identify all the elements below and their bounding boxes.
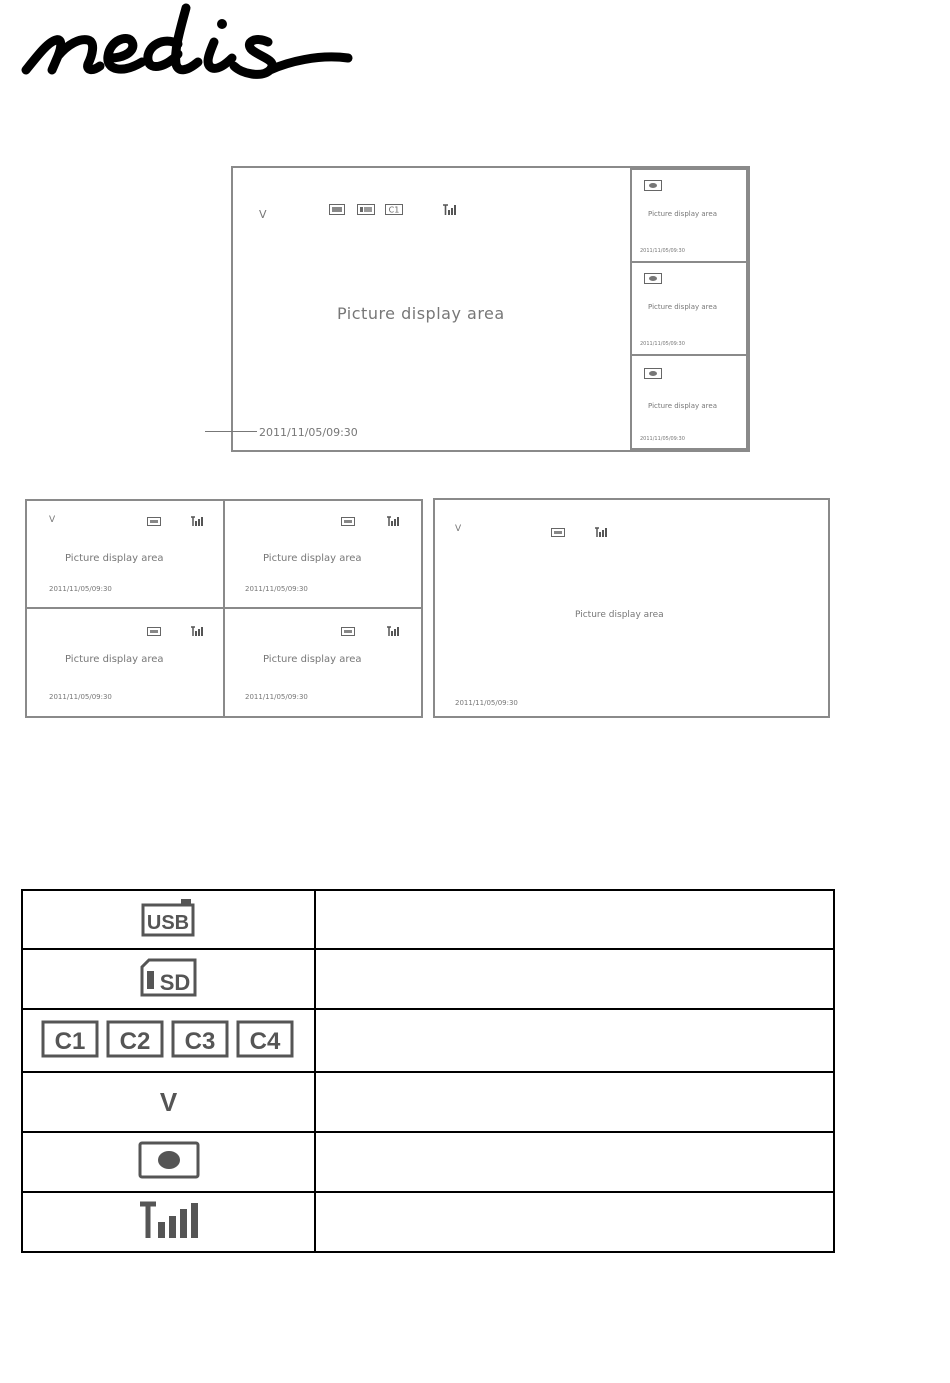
svg-text:C3: C3 (184, 1027, 216, 1055)
channel-c3-icon (171, 1019, 231, 1059)
record-icon (138, 1140, 200, 1180)
svg-text:C1: C1 (54, 1027, 86, 1055)
channel-c1-icon (385, 204, 403, 215)
usb-icon (329, 204, 345, 215)
record-icon (644, 273, 662, 284)
picture-display-area-label: Picture display area (65, 553, 164, 564)
side-pane-1 (630, 168, 748, 263)
signal-strength-icon (387, 626, 399, 636)
table-row (22, 949, 834, 1009)
table-row (22, 890, 834, 949)
channel-icon (341, 517, 355, 526)
svg-text:C1: C1 (388, 205, 400, 215)
picture-display-area-label: Picture display area (65, 654, 164, 665)
channel-icon (147, 517, 161, 526)
channel-icon (341, 627, 355, 636)
datetime-callout-line (205, 431, 257, 432)
svg-text:C2: C2 (119, 1027, 151, 1055)
quad-pane-1 (25, 499, 225, 609)
single-view-screen (433, 498, 830, 718)
icon-cell (22, 949, 315, 1009)
channel-icon (147, 627, 161, 636)
usb-icon (141, 898, 197, 938)
icon-cell (22, 1009, 315, 1072)
description-cell (315, 1192, 834, 1252)
description-cell (315, 1009, 834, 1072)
v-mark: V (49, 515, 56, 525)
signal-strength-icon (191, 626, 203, 636)
picture-display-area-label: Picture display area (648, 303, 717, 311)
side-pane-2 (630, 261, 748, 356)
datetime-stamp: 2011/11/05/09:30 (259, 426, 358, 439)
datetime-stamp: 2011/11/05/09:30 (49, 693, 112, 701)
datetime-stamp: 2011/11/05/09:30 (245, 693, 308, 701)
svg-text:USB: USB (146, 911, 189, 934)
datetime-stamp: 2011/11/05/09:30 (640, 248, 685, 254)
nedis-logo (18, 0, 353, 100)
v-mark: V (259, 208, 267, 221)
quad-pane-2 (223, 499, 423, 609)
icon-legend-table (21, 889, 835, 1253)
picture-display-area-label: Picture display area (648, 210, 717, 218)
datetime-stamp: 2011/11/05/09:30 (245, 585, 308, 593)
picture-display-area-label: Picture display area (648, 402, 717, 410)
datetime-stamp: 2011/11/05/09:30 (640, 341, 685, 347)
svg-text:SD: SD (159, 970, 190, 995)
channel-c2-icon (106, 1019, 166, 1059)
signal-strength-icon (191, 516, 203, 526)
table-row (22, 1132, 834, 1192)
icon-cell (22, 1132, 315, 1192)
side-pane-3 (630, 354, 748, 450)
datetime-stamp: 2011/11/05/09:30 (455, 699, 518, 707)
icon-cell (22, 890, 315, 949)
v-mark: V (159, 1086, 178, 1117)
channel-c1-icon (41, 1019, 101, 1059)
datetime-stamp: 2011/11/05/09:30 (640, 436, 685, 442)
record-icon (644, 368, 662, 379)
description-cell (315, 890, 834, 949)
signal-strength-icon (443, 204, 457, 215)
svg-text:C4: C4 (249, 1027, 281, 1055)
record-icon (644, 180, 662, 191)
picture-display-area-label: Picture display area (263, 553, 362, 564)
icon-cell (22, 1072, 315, 1132)
multi-view-screen-quad (25, 499, 423, 718)
description-cell (315, 949, 834, 1009)
quad-pane-3 (25, 607, 225, 718)
picture-display-area-label: Picture display area (263, 654, 362, 665)
signal-strength-icon (387, 516, 399, 526)
quad-pane-4 (223, 607, 423, 718)
channel-c4-icon (236, 1019, 296, 1059)
multi-view-screen-1plus3 (231, 166, 750, 452)
datetime-stamp: 2011/11/05/09:30 (49, 585, 112, 593)
table-row (22, 1009, 834, 1072)
channel-icon (551, 528, 565, 537)
picture-display-area-label: Picture display area (575, 610, 664, 620)
sd-card-icon (139, 957, 199, 997)
table-row (22, 1072, 834, 1132)
v-mark: V (455, 524, 462, 534)
sd-card-icon (357, 204, 375, 215)
description-cell (315, 1132, 834, 1192)
table-row (22, 1192, 834, 1252)
description-cell (315, 1072, 834, 1132)
icon-cell (22, 1192, 315, 1252)
picture-display-area-label: Picture display area (337, 304, 505, 323)
signal-strength-icon (595, 527, 607, 537)
signal-strength-icon (138, 1200, 200, 1240)
